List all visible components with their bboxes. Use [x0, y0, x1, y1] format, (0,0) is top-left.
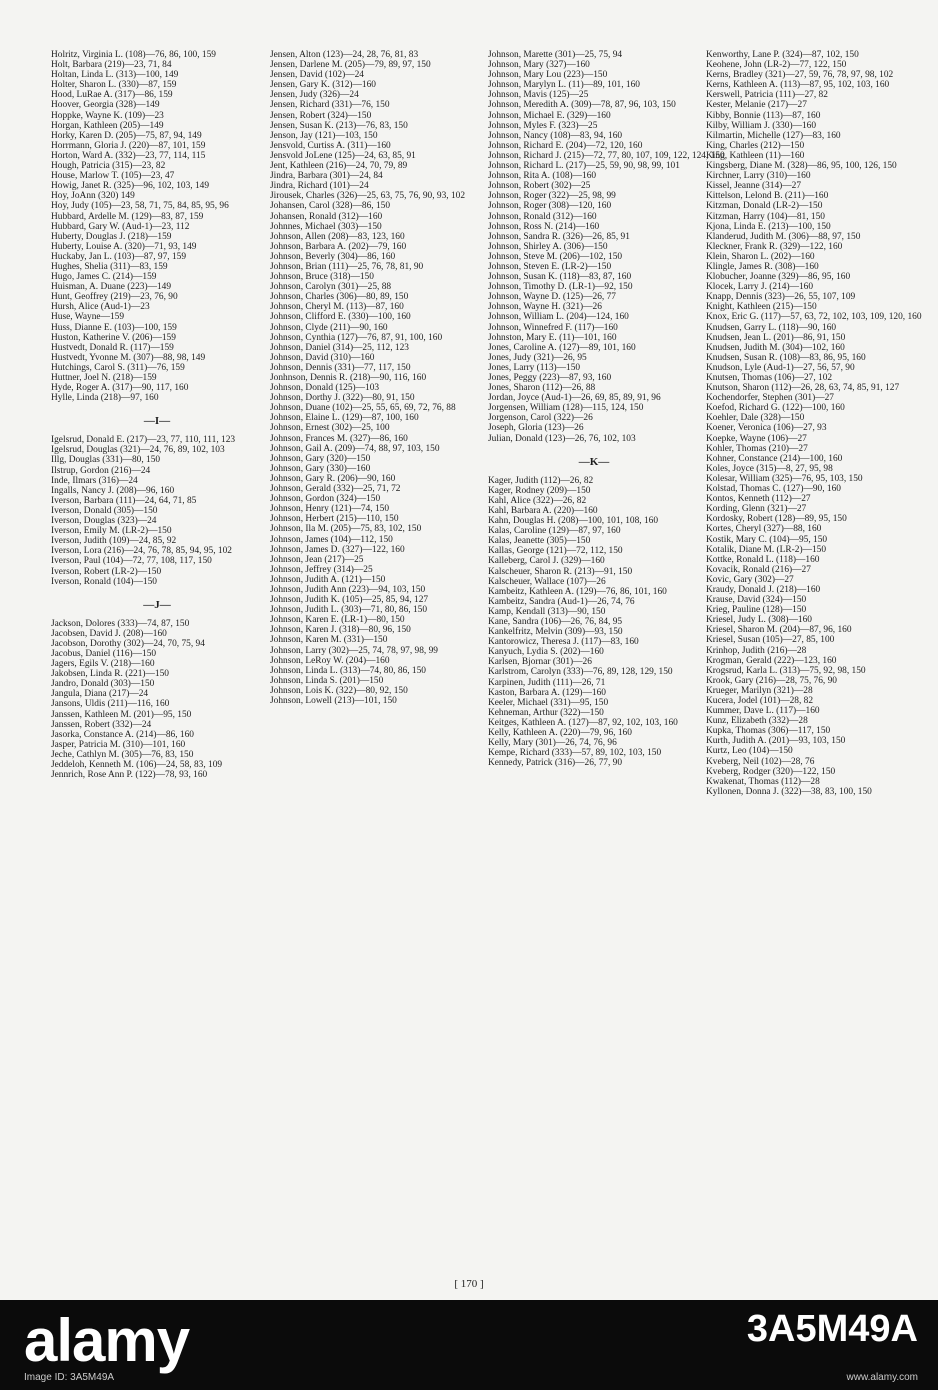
index-entry: Jensen, Darlene M. (205)—79, 89, 97, 150	[270, 60, 431, 71]
index-entry: Krook, Gary (216)—28, 75, 76, 90	[706, 675, 837, 686]
index-entry: Hyde, Roger A. (317)—90, 117, 160	[51, 383, 189, 394]
index-column-2	[270, 50, 482, 706]
index-entry: Jangula, Diana (217)—24	[51, 689, 149, 700]
index-entry: Kalleberg, Carol J. (329)—160	[488, 556, 605, 567]
page-number: [ 170 ]	[454, 1278, 484, 1290]
index-entry: Hylle, Linda (218)—97, 160	[51, 393, 159, 404]
index-entry: Kelly, Mary (301)—26, 74, 76, 96	[488, 738, 617, 749]
index-entry: Jensvold JoLene (125)—24, 63, 85, 91	[270, 150, 416, 161]
index-entry: Koener, Veronica (106)—27, 93	[706, 423, 827, 434]
index-entry: Ingalls, Nancy J. (208)—96, 160	[51, 485, 175, 496]
index-entry: Klocek, Larry J. (214)—160	[706, 282, 814, 293]
index-entry: Holtan, Linda L. (313)—100, 149	[51, 70, 179, 81]
index-entry: Klanderud, Judith M. (306)—88, 97, 150	[706, 231, 861, 242]
index-entry: Jeche, Cathlyn M. (305)—76, 83, 150	[51, 749, 194, 760]
index-entry: Johnson, Beverly (304)—86, 160	[270, 251, 396, 262]
index-entry: Johnson, Barbara A. (202)—79, 160	[270, 241, 407, 252]
index-entry: Johnson, Meredith A. (309)—78, 87, 96, 103, 150	[488, 100, 676, 111]
index-entry: Kochendorfer, Stephen (301)—27	[706, 393, 834, 404]
index-entry: Johnson, Robert (302)—25	[488, 181, 591, 192]
index-entry: Huberty, Louise A. (320)—71, 93, 149	[51, 241, 197, 252]
index-entry: Jenson, Jay (121)—103, 150	[270, 130, 378, 141]
index-entry: Kittelson, Lelond B. (211)—160	[706, 191, 829, 202]
index-entry: Keeler, Michael (331)—95, 150	[488, 697, 609, 708]
index-entry: Jeddeloh, Kenneth M. (106)—24, 58, 83, 109	[51, 760, 223, 770]
index-entry: Huston, Katherine V. (206)—159	[51, 332, 176, 343]
index-entry: Kennedy, Patrick (316)—26, 77, 90	[488, 758, 623, 769]
index-entry: Jones, Judy (321)—26, 95	[488, 352, 587, 363]
index-column-4	[706, 50, 922, 797]
index-entry: Kupka, Thomas (306)—117, 150	[706, 726, 831, 737]
index-entry: Kording, Glenn (321)—27	[706, 504, 807, 515]
index-entry: Kitzman, Donald (LR-2)—150	[706, 201, 823, 212]
index-entry: Keitges, Kathleen A. (127)—87, 92, 102, 103, 160	[488, 717, 678, 728]
index-entry: Jensen, Susan K. (213)—76, 83, 150	[270, 120, 408, 131]
index-entry: Kahn, Douglas H. (208)—100, 101, 108, 160	[488, 516, 659, 527]
index-entry: Johnson, Gary (330)—160	[270, 463, 371, 474]
index-entry: Kelly, Kathleen A. (220)—79, 96, 160	[488, 728, 632, 738]
index-entry: Kalas, Jeanette (305)—150	[488, 536, 591, 547]
index-entry: Johnson, Mary (327)—160	[488, 60, 590, 71]
index-entry: Kjona, Linda E. (213)—100, 150	[706, 221, 831, 232]
index-entry: Knudsen, Garry L. (118)—90, 160	[706, 322, 837, 333]
index-entry: Johnson, Allen (208)—83, 123, 160	[270, 231, 405, 242]
website-label: www.alamy.com	[846, 1372, 918, 1383]
index-entry: Krieg, Pauline (128)—150	[706, 605, 807, 616]
image-id-label: Image ID: 3A5M49A	[24, 1372, 115, 1383]
index-entry: Johnson, Sandra R. (326)—26, 85, 91	[488, 231, 630, 242]
index-entry: Johnson, Gerald (332)—25, 71, 72	[270, 484, 401, 495]
index-entry: Hubbard, Gary W. (Aud-1)—23, 112	[51, 221, 190, 232]
index-entry: Kordosky, Robert (128)—89, 95, 150	[706, 514, 847, 525]
section-heading: —K—	[578, 455, 610, 468]
index-entry: Iverson, Lora (216)—24, 76, 78, 85, 94, 95, 102	[51, 546, 232, 557]
index-entry: Johnson, Donald (125)—103	[270, 383, 380, 394]
index-entry: Johnson, Henry (121)—74, 150	[270, 504, 390, 515]
section-heading: —I—	[143, 415, 171, 428]
index-entry: Jasper, Patricia M. (310)—101, 160	[51, 739, 186, 750]
index-entry: Hustvedt, Donald R. (117)—159	[51, 342, 174, 353]
index-entry: Kraudy, Donald J. (218)—160	[706, 584, 821, 595]
index-entry: Kalscheuer, Wallace (107)—26	[488, 576, 606, 587]
index-entry: Jacobsen, David J. (208)—160	[51, 628, 167, 639]
index-entry: Johnson, Lois K. (322)—80, 92, 150	[270, 685, 408, 696]
index-entry: Kempe, Richard (333)—57, 89, 102, 103, 150	[488, 748, 662, 759]
index-entry: Kohner, Constance (214)—100, 160	[706, 453, 843, 464]
index-entry: Koles, Joyce (315)—8, 27, 95, 98	[706, 463, 833, 474]
index-entry: Iverson, Robert (LR-2)—150	[51, 566, 162, 577]
index-entry: Krinhop, Judith (216)—28	[706, 645, 807, 656]
index-entry: Kovic, Gary (302)—27	[706, 574, 794, 585]
index-entry: Kucera, Jodel (101)—28, 82	[706, 696, 814, 706]
index-entry: Johnson, Judith Ann (223)—94, 103, 150	[270, 584, 426, 595]
index-entry: Jordan, Joyce (Aud-1)—26, 69, 85, 89, 91, 96	[488, 393, 661, 404]
index-entry: Jones, Peggy (223)—87, 93, 160	[488, 373, 612, 383]
index-entry: Johnson, Clyde (211)—90, 160	[270, 322, 388, 333]
index-entry: Kane, Sandra (106)—26, 76, 84, 95	[488, 616, 623, 627]
index-entry: Iverson, Donald (305)—150	[51, 505, 158, 516]
index-entry: Johansen, Carol (328)—86, 150	[270, 201, 391, 212]
index-entry: Jensen, Robert (324)—150	[270, 110, 372, 121]
index-entry: Johnson, Herbert (215)—110, 150	[270, 514, 399, 525]
index-entry: Johnson, Gary (320)—150	[270, 453, 371, 464]
index-entry: Johnson, Jean (217)—25	[270, 554, 364, 565]
index-entry: Kovacik, Ronald (216)—27	[706, 564, 811, 575]
index-entry: Kolesar, William (325)—76, 95, 103, 150	[706, 473, 863, 484]
index-entry: Kriesel, Judy L. (308)—160	[706, 615, 812, 626]
index-entry: Koehler, Dale (328)—150	[706, 413, 805, 424]
index-entry: Johnson, Charles (306)—80, 89, 150	[270, 292, 409, 303]
index-entry: Kerswell, Patricia (111)—27, 82	[706, 90, 828, 101]
index-entry: King, Charles (212)—150	[706, 140, 805, 151]
index-entry: Hoy, Judy (105)—23, 58, 71, 75, 84, 85, 95, 96	[51, 201, 229, 212]
index-entry: Horton, Ward A. (332)—23, 77, 114, 115	[51, 150, 206, 161]
index-entry: Johnson, Mavis (125)—25	[488, 90, 589, 101]
index-entry: Kostik, Mary C. (104)—95, 150	[706, 534, 828, 545]
index-entry: Johnson, Brian (111)—25, 76, 78, 81, 90	[270, 261, 424, 272]
index-entry: Iverson, Barbara (111)—24, 64, 71, 85	[51, 495, 197, 506]
index-entry: Kyllonen, Donna J. (322)—38, 83, 100, 150	[706, 786, 872, 797]
index-entry: Johnson, Karen J. (318)—80, 96, 150	[270, 625, 411, 636]
index-entry: Johnson, Lowell (213)—101, 150	[270, 696, 397, 706]
index-entry: Hubbard, Ardelle M. (129)—83, 87, 159	[51, 211, 204, 222]
index-entry: Johnson, Richard L. (217)—25, 59, 90, 98, 99, 101	[488, 161, 680, 172]
index-entry: Kamp, Kendall (313)—90, 150	[488, 606, 606, 617]
index-entry: Kallas, George (121)—72, 112, 150	[488, 546, 623, 557]
index-entry: Johnson, Nancy (108)—83, 94, 160	[488, 130, 623, 141]
index-entry: Jensen, Judy (326)—24	[270, 90, 359, 101]
index-entry: Johnson, Larry (302)—25, 74, 78, 97, 98, 99	[270, 645, 438, 656]
index-entry: Iverson, Judith (109)—24, 85, 92	[51, 536, 177, 547]
index-entry: Johnson, Ross N. (214)—160	[488, 221, 600, 232]
index-entry: Johnson, Duane (102)—25, 55, 65, 69, 72, 76, 88	[270, 403, 456, 414]
index-entry: Knudsen, Jean L. (201)—86, 91, 150	[706, 332, 846, 343]
index-entry: Hutchings, Carol S. (311)—76, 159	[51, 362, 185, 373]
index-entry: Johnson, Steve M. (206)—102, 150	[488, 251, 623, 262]
index-entry: House, Marlow T. (105)—23, 47	[51, 171, 175, 182]
index-entry: Johnson, Roger (308)—120, 160	[488, 201, 612, 212]
index-entry: Kehneman, Arthur (322)—150	[488, 707, 604, 718]
index-entry: Kveberg, Neil (102)—28, 76	[706, 756, 815, 767]
index-entry: Kohler, Thomas (210)—27	[706, 443, 808, 454]
index-entry: Hugo, James C. (214)—159	[51, 272, 157, 283]
index-entry: Jakobsen, Linda R. (221)—150	[51, 669, 169, 680]
index-entry: Joseph, Gloria (123)—26	[488, 423, 584, 434]
index-entry: Johnson, Frances M. (327)—86, 160	[270, 433, 408, 444]
index-entry: Janssen, Kathleen M. (201)—95, 150	[51, 709, 192, 720]
index-entry: Johnson, Bruce (318)—150	[270, 272, 374, 283]
index-entry: Kester, Melanie (217)—27	[706, 100, 807, 111]
index-entry: Johnson, Clifford E. (330)—100, 160	[270, 312, 411, 323]
index-entry: Johnson, Cynthia (127)—76, 87, 91, 100, 160	[270, 332, 443, 343]
index-entry: Johnson, Gary R. (206)—90, 160	[270, 473, 396, 484]
index-entry: Jones, Larry (113)—150	[488, 362, 581, 373]
index-entry: Hursh, Alice (Aud-1)—23	[51, 302, 150, 313]
index-entry: Johnnes, Michael (303)—150	[270, 221, 382, 232]
index-entry: Kissel, Jeanne (314)—27	[706, 181, 802, 192]
index-entry: Krueger, Marilyn (321)—28	[706, 685, 813, 696]
index-entry: Klobucher, Joanne (329)—86, 95, 160	[706, 272, 851, 283]
index-entry: Johnson, Rita A. (108)—160	[488, 171, 597, 182]
index-entry: Hughes, Shelia (311)—83, 159	[51, 261, 168, 272]
index-entry: Johnson, Cheryl M. (113)—87, 160	[270, 302, 404, 313]
index-entry: Iverson, Emily M. (LR-2)—150	[51, 526, 172, 537]
index-entry: Jones, Caroline A. (127)—89, 101, 160	[488, 342, 636, 353]
index-entry: Howig, Janet R. (325)—96, 102, 103, 149	[51, 181, 210, 192]
index-entry: Hunt, Geoffrey (219)—23, 76, 90	[51, 292, 178, 303]
index-entry: Johnson, James D. (327)—122, 160	[270, 544, 405, 555]
index-entry: Johnson, Richard J. (215)—72, 77, 80, 107, 109, 122, 124, 150	[488, 150, 725, 161]
index-entry: Horrmann, Gloria J. (220)—87, 101, 159	[51, 140, 206, 151]
index-entry: Horgan, Kathleen (205)—149	[51, 120, 164, 131]
index-entry: Kantorowicz, Theresa J. (117)—83, 160	[488, 637, 639, 648]
index-entry: Kingsberg, Diane M. (328)—86, 95, 100, 126, 150	[706, 161, 897, 172]
index-entry: Inde, Ilmars (316)—24	[51, 475, 138, 486]
index-entry: Johnson, Steven E. (LR-2)—150	[488, 261, 612, 272]
index-entry: Horky, Karen D. (205)—75, 87, 94, 149	[51, 130, 202, 141]
index-entry: Johnson, Judith K. (105)—25, 85, 94, 127	[270, 595, 429, 606]
index-entry: Kenworthy, Lane P. (324)—87, 102, 150	[706, 50, 859, 60]
index-entry: Johnson, Susan K. (118)—83, 87, 160	[488, 272, 632, 283]
index-entry: Jensen, Richard (331)—76, 150	[270, 100, 390, 111]
index-entry: Johnson, Dennis (331)—77, 117, 150	[270, 362, 411, 373]
index-entry: Johnson, Ila M. (205)—75, 83, 102, 150	[270, 524, 422, 535]
index-entry: Jasorka, Constance A. (214)—86, 160	[51, 729, 194, 740]
index-entry: Kilmartin, Michelle (127)—83, 160	[706, 130, 841, 141]
index-entry: Iverson, Douglas (323)—24	[51, 516, 157, 527]
index-entry: Johnson, Timothy D. (LR-1)—92, 150	[488, 282, 633, 293]
index-entry: Johnson, Elaine L. (129)—87, 100, 160	[270, 413, 419, 424]
index-entry: Kotalik, Diane M. (LR-2)—150	[706, 544, 827, 555]
index-entry: Jonhnson, Dennis R. (218)—90, 116, 160	[270, 373, 427, 383]
index-entry: Kahl, Alice (322)—26, 82	[488, 495, 587, 506]
index-entry: Krogman, Gerald (222)—123, 160	[706, 655, 837, 666]
index-entry: Jensen, Gary K. (312)—160	[270, 80, 376, 91]
index-entry: Kaston, Barbara A. (129)—160	[488, 687, 606, 698]
index-entry: Johnson, LeRoy W. (204)—160	[270, 655, 390, 666]
index-entry: Koefod, Richard G. (122)—100, 160	[706, 403, 845, 414]
index-entry: Johnson, James (104)—112, 150	[270, 534, 393, 545]
index-entry: Jorgensen, William (128)—115, 124, 150	[488, 403, 644, 414]
index-entry: Kortes, Cheryl (327)—88, 160	[706, 524, 822, 535]
index-entry: Igelsrud, Donald E. (217)—23, 77, 110, 111, 123	[51, 435, 236, 446]
index-entry: Jensen, Alton (123)—24, 28, 76, 81, 83	[270, 50, 419, 60]
index-entry: Jones, Sharon (112)—26, 88	[488, 383, 596, 394]
index-entry: Krause, David (324)—150	[706, 595, 807, 606]
index-entry: Johnson, Judith L. (303)—71, 80, 86, 150	[270, 605, 428, 616]
index-entry: Kambeitz, Sandra (Aud-1)—26, 74, 76	[488, 596, 635, 607]
index-entry: Keohene, John (LR-2)—77, 122, 150	[706, 60, 847, 71]
index-entry: Kerns, Kathleen A. (113)—87, 95, 102, 103, 160	[706, 80, 890, 91]
index-column-1	[51, 50, 263, 780]
section-heading: —J—	[143, 598, 171, 611]
index-entry: Johnson, Marette (301)—25, 75, 94	[488, 50, 623, 60]
index-entry: Knudsen, Judith M. (304)—102, 160	[706, 342, 845, 353]
index-entry: Jirousek, Charles (326)—25, 63, 75, 76, 90, 93, 102	[270, 191, 466, 202]
index-entry: Kilby, William J. (330)—160	[706, 120, 817, 131]
index-entry: Huse, Wayne—159	[51, 312, 125, 323]
alamy-logo: alamy	[24, 1307, 190, 1374]
index-entry: Hough, Patricia (315)—23, 82	[51, 161, 166, 172]
index-entry: Kummer, Dave L. (117)—160	[706, 706, 820, 717]
index-entry: Jandro, Donald (303)—150	[51, 679, 155, 690]
index-entry: Johnson, Myles F. (323)—25	[488, 120, 598, 131]
index-entry: Knudson, Lyle (Aud-1)—27, 56, 57, 90	[706, 362, 855, 373]
index-entry: Johnson, Carolyn (301)—25, 88	[270, 282, 392, 293]
index-entry: Jansons, Uldis (211)—116, 160	[51, 699, 170, 710]
index-entry: Kunz, Elizabeth (332)—28	[706, 716, 808, 727]
index-entry: Johnson, Karen E. (LR-1)—80, 150	[270, 615, 405, 626]
index-entry: Janssen, Robert (332)—24	[51, 719, 152, 730]
index-entry: Johnson, Shirley A. (306)—150	[488, 241, 608, 252]
index-entry: Ilstrup, Gordon (216)—24	[51, 465, 151, 476]
index-entry: Knutsen, Thomas (106)—27, 102	[706, 373, 833, 383]
index-entry: Knutson, Sharon (112)—26, 28, 63, 74, 85, 91, 127	[706, 383, 900, 394]
index-entry: Jagers, Egils V. (218)—160	[51, 659, 155, 670]
index-entry: Igelsrud, Douglas (321)—24, 76, 89, 102, 103	[51, 445, 225, 456]
index-entry: Jindra, Richard (101)—24	[270, 181, 369, 192]
index-entry: Kager, Judith (112)—26, 82	[488, 475, 594, 486]
index-entry: Johnson, Winnefred F. (117)—160	[488, 322, 618, 333]
index-entry: Jent, Kathleen (216)—24, 70, 79, 89	[270, 161, 408, 172]
index-entry: Johansen, Ronald (312)—160	[270, 211, 383, 222]
index-entry: Johnson, Gordon (324)—150	[270, 494, 381, 505]
index-entry: Johnson, Marylyn L. (11)—89, 101, 160	[488, 80, 640, 91]
index-entry: Klingle, James R. (308)—160	[706, 261, 819, 272]
index-entry: Holter, Sharon L. (330)—87, 159	[51, 80, 177, 91]
index-entry: Johnson, Mary Lou (223)—150	[488, 70, 608, 81]
index-entry: Klein, Sharon L. (202)—160	[706, 251, 815, 262]
index-entry: Hood, LuRae A. (317)—86, 159	[51, 90, 173, 101]
index-entry: Kontos, Kenneth (112)—27	[706, 494, 811, 505]
index-entry: Johnson, Judith A. (121)—150	[270, 574, 386, 585]
index-entry: Holt, Barbara (219)—23, 71, 84	[51, 60, 172, 71]
index-entry: Johnson, Wayne H. (321)—26	[488, 302, 602, 313]
index-entry: King, Kathleen (11)—160	[706, 150, 805, 161]
index-entry: Huckaby, Jan L. (103)—87, 97, 159	[51, 251, 187, 262]
index-entry: Johnson, Daniel (314)—25, 112, 123	[270, 342, 409, 353]
index-entry: Johnson, Jeffrey (314)—25	[270, 564, 373, 575]
index-entry: Kitzman, Harry (104)—81, 150	[706, 211, 825, 222]
index-entry: Johnson, Linda S. (201)—150	[270, 675, 384, 686]
index-entry: Jindra, Barbara (301)—24, 84	[270, 171, 383, 182]
index-entry: Kambeitz, Kathleen A. (129)—76, 86, 101, 160	[488, 586, 667, 597]
index-entry: Kriesel, Sharon M. (204)—87, 96, 160	[706, 625, 852, 636]
index-column-3	[488, 50, 725, 769]
index-entry: Jensvold, Curtiss A. (311)—160	[270, 140, 391, 151]
index-entry: Johnson, Michael E. (329)—160	[488, 110, 611, 121]
index-entry: Kankelfritz, Melvin (309)—93, 150	[488, 627, 623, 638]
index-entry: Knox, Eric G. (117)—57, 63, 72, 102, 103, 109, 120, 160	[706, 312, 922, 323]
index-entry: Knudsen, Susan R. (108)—83, 86, 95, 160	[706, 352, 866, 363]
index-entry: Kahl, Barbara A. (220)—160	[488, 505, 598, 516]
index-entry: Jorgenson, Carol (322)—26	[488, 413, 593, 424]
index-entry: Hoover, Georgia (328)—149	[51, 100, 160, 111]
index-entry: Karlstrom, Carolyn (333)—76, 89, 128, 129, 150	[488, 667, 673, 678]
index-entry: Johnson, Roger (322)—25, 98, 99	[488, 191, 616, 202]
index-entry: Knight, Kathleen (215)—150	[706, 302, 817, 313]
index-entry: Huberty, Douglas J. (218)—159	[51, 231, 172, 242]
index-entry: Kirchner, Larry (310)—160	[706, 171, 811, 182]
index-entry: Kalas, Caroline (129)—87, 97, 160	[488, 526, 621, 537]
index-entry: Iverson, Paul (104)—72, 77, 108, 117, 150	[51, 556, 212, 567]
index-entry: Kwakenat, Thomas (112)—28	[706, 776, 820, 787]
index-entry: Johnson, Ernest (302)—25, 100	[270, 423, 390, 434]
index-entry: Kager, Rodney (209)—150	[488, 485, 591, 496]
index-entry: Jacobson, Dorothy (302)—24, 70, 75, 94	[51, 638, 205, 649]
index-entry: Kveberg, Rodger (320)—122, 150	[706, 766, 836, 777]
index-entry: Kerns, Bradley (321)—27, 59, 76, 78, 97, 98, 102	[706, 70, 894, 81]
index-entry: Jacobus, Daniel (116)—150	[51, 648, 157, 659]
index-entry: Kibby, Bonnie (113)—87, 160	[706, 110, 821, 121]
index-entry: Hustvedt, Yvonne M. (307)—88, 98, 149	[51, 352, 206, 363]
index-entry: Huisman, A. Duane (223)—149	[51, 282, 172, 293]
index-entry: Johnson, Linda L. (313)—74, 80, 86, 150	[270, 665, 426, 676]
index-entry: Huttner, Joel N. (218)—159	[51, 373, 157, 383]
index-entry: Kurtz, Leo (104)—150	[706, 746, 793, 757]
index-entry: Jensen, David (102)—24	[270, 70, 364, 81]
image-code: 3A5M49A	[746, 1308, 918, 1350]
index-entry: Kanyuch, Lydia S. (202)—160	[488, 647, 604, 658]
index-entry: Johnson, Karen M. (331)—150	[270, 635, 388, 646]
index-entry: Illg, Douglas (331)—80, 150	[51, 455, 161, 466]
watermark-banner	[0, 1300, 938, 1390]
index-entry: Johnson, Richard E. (204)—72, 120, 160	[488, 140, 643, 151]
index-entry: Jennrich, Rose Ann P. (122)—78, 93, 160	[51, 770, 208, 781]
index-entry: Kolstad, Thomas C. (127)—90, 160	[706, 484, 841, 495]
index-entry: Holritz, Virginia L. (108)—76, 86, 100, 159	[51, 50, 216, 60]
index-entry: Koepke, Wayne (106)—27	[706, 433, 807, 444]
index-entry: Kleckner, Frank R. (329)—122, 160	[706, 241, 843, 252]
index-entry: Hoppke, Wayne K. (109)—23	[51, 110, 164, 121]
index-entry: Jackson, Dolores (333)—74, 87, 150	[51, 618, 190, 629]
index-entry: Karlsen, Bjornar (301)—26	[488, 657, 592, 668]
index-entry: Julian, Donald (123)—26, 76, 102, 103	[488, 433, 636, 444]
index-entry: Knapp, Dennis (323)—26, 55, 107, 109	[706, 292, 856, 303]
index-entry: Kottke, Ronald L. (118)—160	[706, 554, 820, 565]
index-entry: Huss, Dianne E. (103)—100, 159	[51, 322, 177, 333]
index-entry: Hoy, JoAnn (320) 149	[51, 191, 135, 202]
index-entry: Iverson, Ronald (104)—150	[51, 576, 157, 587]
index-entry: Kalscheuer, Sharon R. (213)—91, 150	[488, 566, 633, 577]
index-entry: Johnson, Dorthy J. (322)—80, 91, 150	[270, 393, 415, 404]
index-entry: Johnson, Wayne D. (125)—26, 77	[488, 292, 616, 303]
index-entry: Johnson, William L. (204)—124, 160	[488, 312, 629, 323]
index-entry: Johnson, David (310)—160	[270, 352, 375, 363]
index-entry: Krogsrud, Karla L. (313)—75, 92, 98, 150	[706, 665, 866, 676]
index-entry: Johnston, Mary E. (11)—101, 160	[488, 332, 617, 343]
index-entry: Kurth, Judith A. (201)—93, 103, 150	[706, 736, 846, 747]
index-entry: Johnson, Ronald (312)—160	[488, 211, 597, 222]
index-entry: Karpinen, Judith (111)—26, 71	[488, 677, 606, 688]
index-entry: Johnson, Gail A. (209)—74, 88, 97, 103, 150	[270, 443, 440, 454]
index-entry: Kriesel, Susan (105)—27, 85, 100	[706, 635, 835, 646]
